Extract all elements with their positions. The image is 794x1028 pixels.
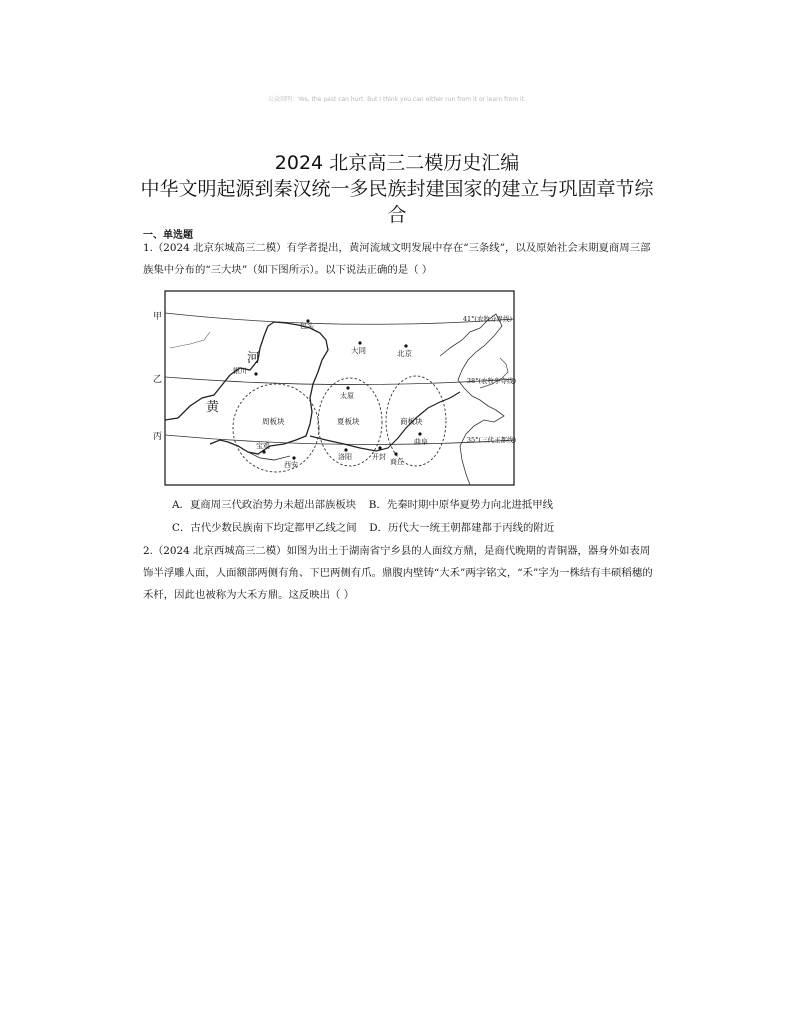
yellow-river-map (150, 288, 520, 488)
city-yinchuan: 银川 (233, 367, 247, 375)
city-markers (254, 319, 421, 459)
block-label-zhou: 周板块 (262, 417, 285, 426)
lat-label-35: 35°(三代王都线) (466, 436, 516, 444)
western-border (170, 332, 210, 348)
city-shangqiu: 商丘 (390, 458, 404, 466)
option-b[interactable]: B．先秦时期中原华夏势力向北进抵甲线 (368, 499, 554, 511)
yellow-river-lower (310, 392, 460, 451)
latitude-line-41 (165, 313, 514, 324)
document-title-line-3: 合 (387, 204, 407, 226)
lat-label-41: 41°(农牧分界线) (462, 315, 512, 323)
yellow-river-upper (165, 322, 328, 454)
section-title: 一、单选题 (143, 230, 193, 241)
city-qufu: 曲阜 (414, 438, 428, 446)
city-beijing: 北京 (397, 349, 412, 358)
question-1-options-row-2 (172, 519, 554, 534)
option-a[interactable]: A．夏商周三代政治势力未超出部族板块 (172, 499, 357, 511)
question-1-text: 1.（2024 北京东城高三二模）有学者提出，黄河流域文明发展中存在“三条线”，以及原始社会末期夏商周三部族集中分布的“三大块”（如下图所示）。以下说法正确的是（ ） (143, 242, 651, 276)
question-2-text: 2.（2024 北京西城高三二模）如图为出土于湖南省宁乡县的人面纹方鼎，是商代晚期的青铜器，器身外如表周饰半浮雕人面，人面额部两侧有角、下巴两侧有爪。鼎腹内壁铸“大禾”两字铭文，“禾”字为一株结有丰硕稻穗的禾杆，因此也被称为大禾方鼎。这反映出（ ） (143, 545, 653, 601)
block-label-xia: 夏板块 (337, 417, 360, 426)
document-title-line-1: 2024 北京高三二模历史汇编 (274, 152, 520, 174)
line-label-yi: 乙 (153, 375, 163, 385)
city-datong: 大同 (351, 346, 366, 355)
city-xian: 西安 (284, 461, 298, 469)
river-char-he: 河 (247, 351, 261, 366)
line-label-jia: 甲 (153, 312, 163, 322)
watermark: 公众回明：Yes, the past can hurt. But I think you can either run from it or learn from it. (268, 96, 526, 103)
lat-label-38: 38°(农牧争夺线) (466, 377, 516, 385)
city-kaifeng: 开封 (372, 453, 386, 461)
document-title-line-2: 中华文明起源到秦汉统一多民族封建国家的建立与巩固章节综 (140, 178, 654, 200)
city-taiyuan: 太原 (340, 392, 354, 400)
coastline (440, 314, 504, 485)
city-baotou: 包头 (300, 322, 314, 330)
option-c[interactable]: C．古代少数民族南下均定都甲乙线之间 (172, 522, 357, 534)
line-label-bing: 丙 (153, 432, 163, 442)
river-char-huang: 黄 (206, 400, 220, 415)
question-1-options-row-1 (172, 496, 553, 511)
block-label-shang: 商板块 (400, 417, 423, 426)
city-baoji: 宝鸡 (256, 442, 270, 450)
option-d[interactable]: D．历代大一统王朝都建都于丙线的附近 (369, 522, 555, 534)
city-luoyang: 洛阳 (338, 453, 352, 461)
zhou-block-ellipse (233, 384, 319, 472)
